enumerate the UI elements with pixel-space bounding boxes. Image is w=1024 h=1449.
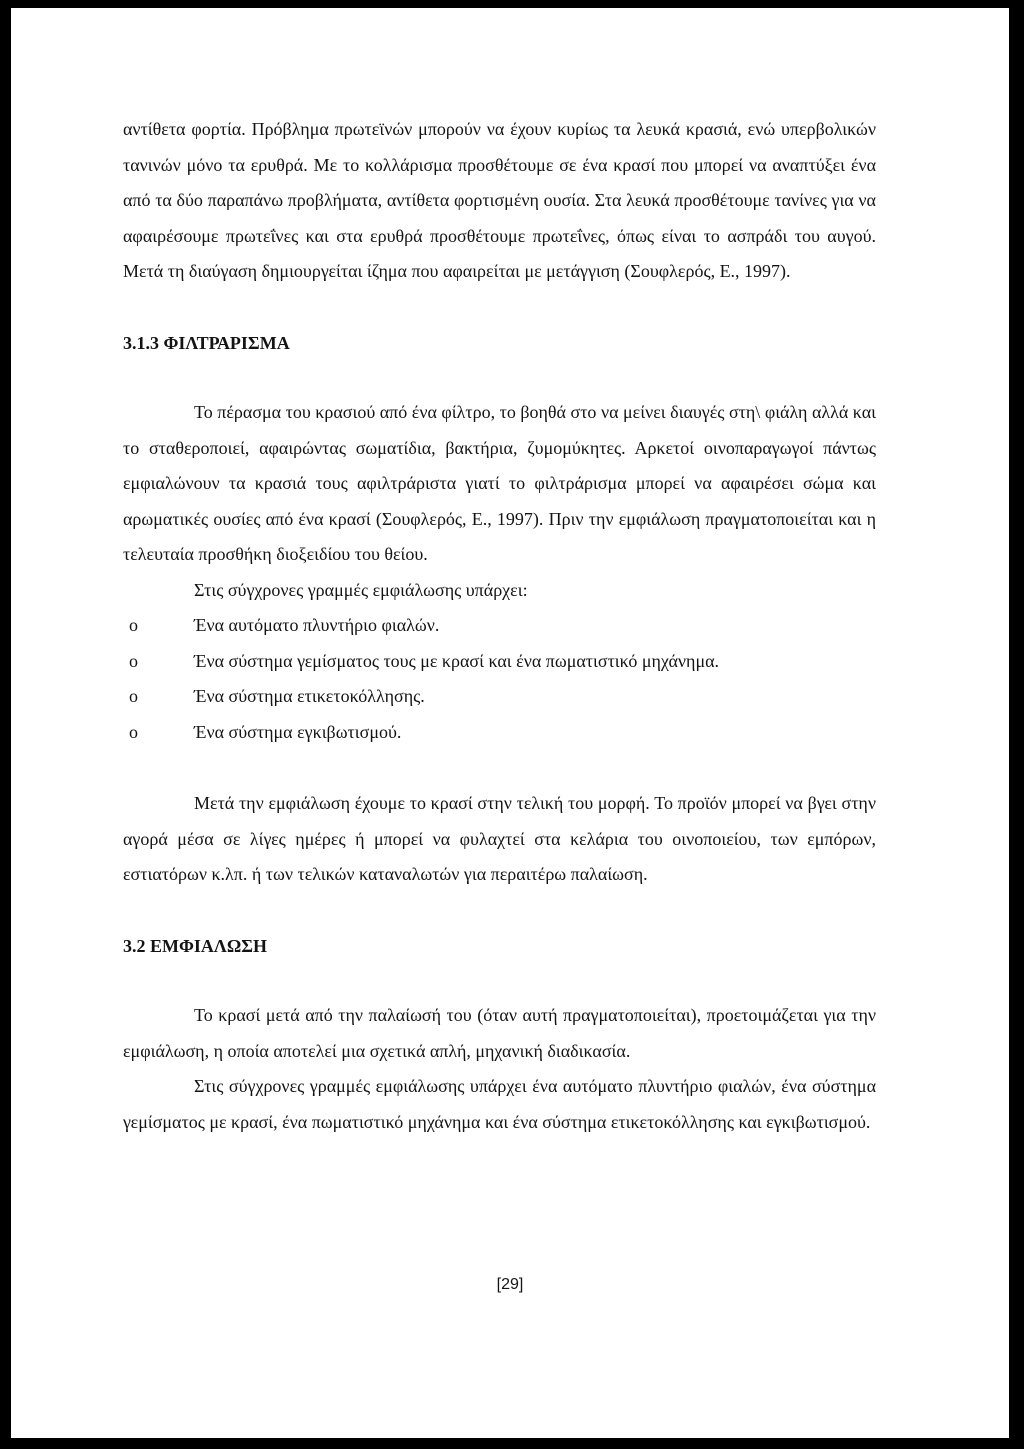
- section-heading-filtering: 3.1.3 ΦΙΛΤΡΑΡΙΣΜΑ: [123, 332, 290, 353]
- page-number: [29]: [496, 1276, 524, 1293]
- bullet-icon: o: [129, 686, 138, 706]
- list-intro: Στις σύγχρονες γραμμές εμφιάλωσης υπάρχει:: [194, 579, 528, 600]
- bottling-paragraph-2: Στις σύγχρονες γραμμές εμφιάλωσης υπάρχει ένα αυτόματο πλυντήριο φιαλών, ένα σύστημα γεμίσματος με κρασί, ένα πωματιστικό μηχάνημα και ένα σύστημα ετικετοκόλλησης και εγκιβωτισμού.: [123, 1076, 876, 1132]
- bullet-icon: o: [129, 650, 138, 671]
- list-item-text: Ένα σύστημα γεμίσματος τους με κρασί και ένα πωματιστικό μηχάνημα.: [194, 650, 720, 671]
- filtering-paragraph: Το πέρασμα του κρασιού από ένα φίλτρο, το βοηθά στο να μείνει διαυγές στη\ φιάλη αλλά και το σταθεροποιεί, αφαιρώντας σωματίδια, βακτήρια, ζυμομύκητες. Αρκετοί οινοπαραγωγοί πάντως εμφιαλώνουν τα κρασιά τους αφιλτράριστα γιατί το φιλτράρισμα μπορεί να αφαιρέσει σώμα και αρωματικές ουσίες από ένα κρασί (Σουφλερός, Ε., 1997). Πριν την εμφιάλωση πραγματοποιείται και η τελευταία προσθήκη διοξειδίου του θείου.: [123, 402, 876, 564]
- bullet-icon: o: [129, 721, 138, 742]
- closing-paragraph: Μετά την εμφιάλωση έχουμε το κρασί στην τελική του μορφή. Το προϊόν μπορεί να βγει στην αγορά μέσα σε λίγες ημέρες ή μπορεί να φυλαχτεί στα κελάρια του οινοποιείου, των εμπόρων, εστιατόρων κ.λπ. ή των τελικών καταναλωτών για περαιτέρω παλαίωση.: [123, 793, 876, 884]
- section-heading-bottling: 3.2 ΕΜΦΙΑΛΩΣΗ: [123, 935, 268, 956]
- list-item: [123, 608, 876, 644]
- bullet-icon: o: [129, 615, 138, 635]
- page-content: [123, 112, 876, 1140]
- list-item: [123, 644, 876, 680]
- list-item: [123, 679, 876, 715]
- list-item-text: Ένα αυτόματο πλυντήριο φιαλών.: [194, 615, 440, 635]
- list-item-text: Ένα σύστημα ετικετοκόλλησης.: [194, 686, 425, 706]
- intro-paragraph: αντίθετα φορτία. Πρόβλημα πρωτεϊνών μπορούν να έχουν κυρίως τα λευκά κρασιά, ενώ υπερβολικών τανινών μόνο τα ερυθρά. Με το κολλάρισμα προσθέτουμε σε ένα κρασί που μπορεί να αναπτύξει ένα από τα δύο παραπάνω προβλήματα, αντίθετα φορτισμένη ουσία. Στα λευκά προσθέτουμε τανίνες για να αφαιρέσουμε πρωτεΐνες και στα ερυθρά προσθέτουμε πρωτεΐνες, όπως είναι το ασπράδι του αυγού. Μετά τη διαύγαση δημιουργείται ίζημα που αφαιρείται με μετάγγιση (Σουφλερός, Ε., 1997).: [123, 119, 876, 281]
- document-page: [11, 8, 1009, 1438]
- list-item: [123, 715, 876, 751]
- bottling-paragraph-1: Το κρασί μετά από την παλαίωσή του (όταν αυτή πραγματοποιείται), προετοιμάζεται για την εμφιάλωση, η οποία αποτελεί μια σχετικά απλή, μηχανική διαδικασία.: [123, 1005, 876, 1061]
- bottling-line-list: [123, 608, 876, 750]
- list-item-text: Ένα σύστημα εγκιβωτισμού.: [194, 721, 402, 742]
